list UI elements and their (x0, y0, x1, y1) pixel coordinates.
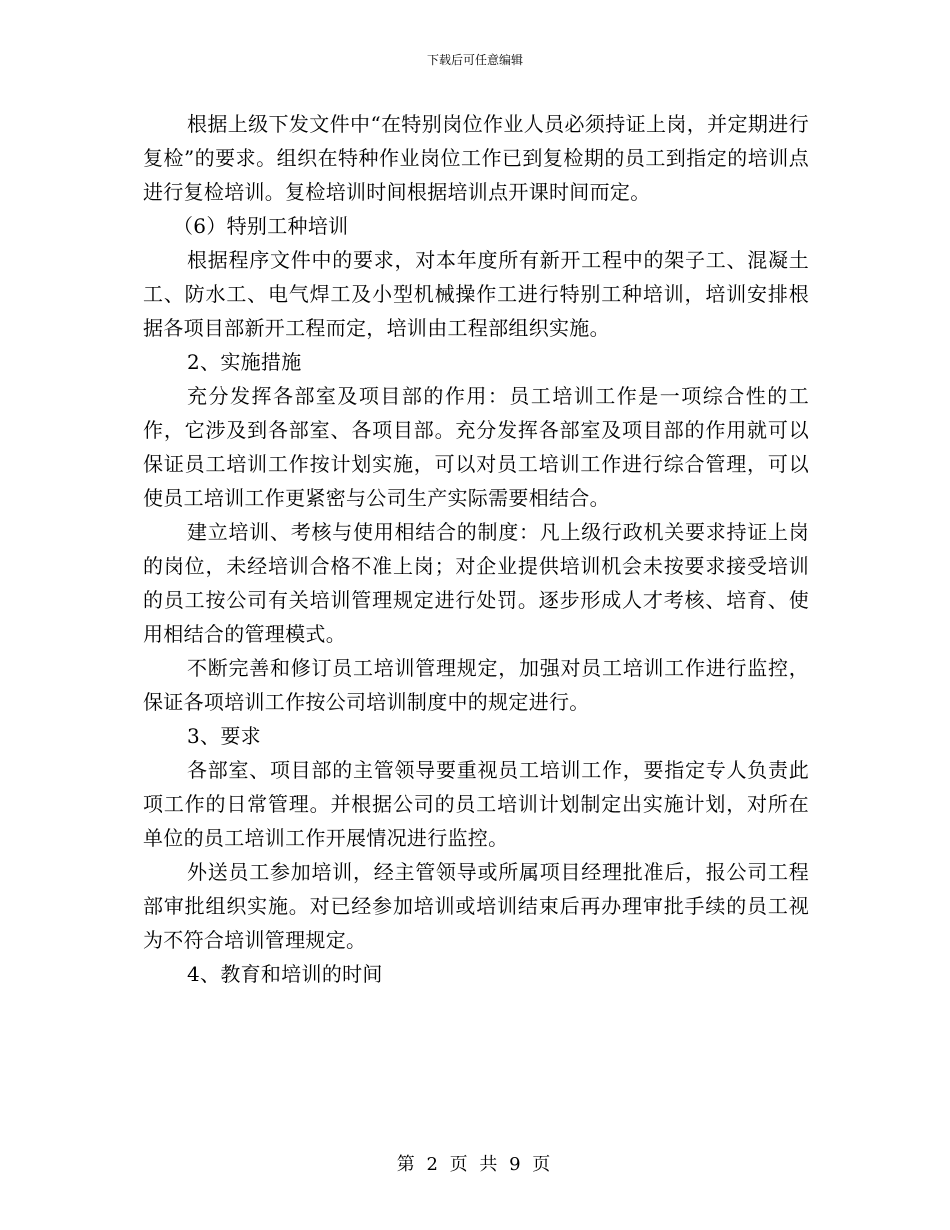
paragraph-regulation-improvement: 不断完善和修订员工培训管理规定，加强对员工培训工作进行监控，保证各项培训工作按公司培训制度中的规定进行。 (143, 656, 809, 714)
paragraph-leadership-requirements: 各部室、项目部的主管领导要重视员工培训工作，要指定专人负责此项工作的日常管理。并根据公司的员工培训计划制定出实施计划，对所在单位的员工培训工作开展情况进行监控。 (143, 758, 809, 850)
paragraph-training-assessment-system: 建立培训、考核与使用相结合的制度：凡上级行政机关要求持证上岗的岗位，未经培训合格不准上岗；对企业提供培训机会未按要求接受培训的员工按公司有关培训管理规定进行处罚。逐步形成人才考核、培育、使用相结合的管理模式。 (143, 520, 809, 646)
section-heading-implementation-measures: 2、实施措施 (187, 350, 302, 374)
paragraph-special-trade-training: 根据程序文件中的要求，对本年度所有新开工程中的架子工、混凝土工、防水工、电气焊工及小型机械操作工进行特别工种培训，培训安排根据各项目部新开工程而定，培训由工程部组织实施。 (143, 248, 809, 340)
paragraph-recheck-training: 根据上级下发文件中“在特别岗位作业人员必须持证上岗，并定期进行复检”的要求。组织在特种作业岗位工作已到复检期的员工到指定的培训点进行复检培训。复检培训时间根据培训点开课时间而定。 (143, 112, 809, 204)
page-number-footer: 第 2 页 共 9 页 (396, 1154, 554, 1175)
paragraph-external-training: 外送员工参加培训，经主管领导或所属项目经理批准后，报公司工程部审批组织实施。对已经参加培训或培训结束后再办理审批手续的员工视为不符合培训管理规定。 (143, 860, 809, 952)
section-heading-requirements: 3、要求 (187, 724, 261, 748)
paragraph-department-roles: 充分发挥各部室及项目部的作用：员工培训工作是一项综合性的工作，它涉及到各部室、各项目部。充分发挥各部室及项目部的作用就可以保证员工培训工作按计划实施，可以对员工培训工作进行综合管理，可以使员工培训工作更紧密与公司生产实际需要相结合。 (143, 384, 809, 510)
page-header-note: 下载后可任意编辑 (426, 53, 523, 67)
section-heading-training-time: 4、教育和培训的时间 (187, 962, 383, 986)
section-heading-special-trade-training: （6）特别工种培训 (173, 214, 349, 238)
document-body (143, 107, 809, 991)
